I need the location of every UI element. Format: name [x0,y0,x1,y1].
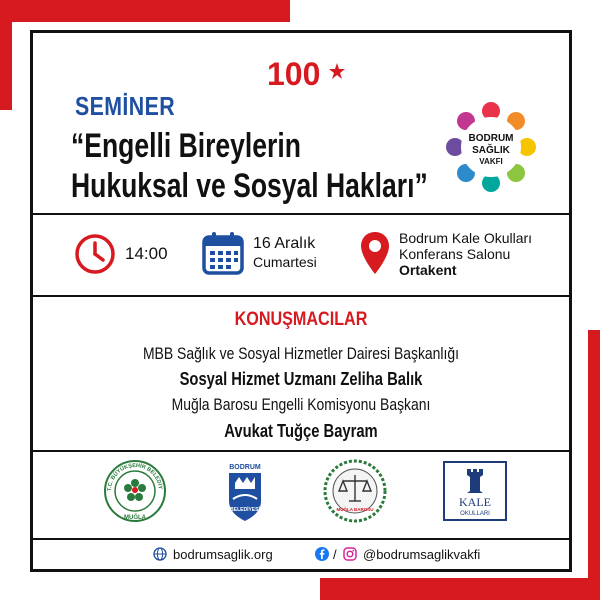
location-pin-icon [359,230,391,278]
centenary-100-logo [265,55,349,91]
kale-okullari-logo [443,461,507,521]
event-title-line2: Hukuksal ve Sosyal Hakları” [71,167,428,205]
social-separator: / [333,547,337,562]
event-date-day: 16 Aralık [253,235,316,252]
star-icon [329,63,345,79]
event-info-row [33,216,569,296]
footer [33,539,569,569]
red-band-top-left [0,0,290,22]
kale-name: KALE [459,495,491,509]
centenary-number: 100 [267,56,321,91]
date-item [201,230,317,276]
time-item [73,232,168,276]
speaker-line: Avukat Tuğçe Bayram [224,421,378,441]
divider-2 [33,295,569,297]
divider-1 [33,213,569,215]
location-line2: Konferans Salonu [399,246,511,262]
vakfi-line2: SAĞLIK [472,145,510,156]
mugla-ring-text: T.C. BÜYÜKŞEHİR BELEDİY [106,462,163,492]
website-link[interactable]: bodrumsaglik.org [173,547,273,562]
red-band-bottom-right-side [588,330,600,600]
social-handle[interactable]: @bodrumsaglikvakfi [363,547,481,562]
event-date-weekday: Cumartesi [253,254,317,270]
globe-icon [153,547,167,561]
instagram-icon[interactable] [343,547,357,561]
bodrum-top-text: BODRUM [229,464,261,471]
location-item [359,230,532,278]
bodrum-bottom-text: BELEDİYESİ [230,507,260,513]
vakfi-line1: BODRUM [468,133,514,144]
event-location [399,230,532,278]
vakfi-line3: VAKFI [479,157,503,166]
bodrum-saglik-vakfi-logo [445,101,537,193]
speakers-heading: KONUŞMACILAR [234,309,368,330]
event-time: 14:00 [125,244,168,263]
event-title-line1: “Engelli Bireylerin [71,127,301,165]
speaker-line: Muğla Barosu Engelli Komisyonu Başkanı [171,395,431,414]
red-band-top-left-side [0,0,12,110]
location-line1: Bodrum Kale Okulları [399,230,533,246]
event-type: SEMİNER [75,91,176,121]
baro-label: MUĞLA BAROSU [336,507,374,512]
location-line3: Ortakent [399,262,457,278]
mugla-barosu-logo [323,459,387,523]
divider-3 [33,450,569,452]
mugla-city-text: MUĞLA [124,515,146,521]
red-band-bottom-right [320,578,600,600]
bodrum-belediyesi-logo [223,461,267,525]
speaker-line: Sosyal Hizmet Uzmanı Zeliha Balık [179,369,423,389]
mugla-buyuksehir-logo [103,459,167,523]
event-date [253,235,317,271]
clock-icon [73,232,117,276]
poster-card [30,30,572,572]
kale-sub: OKULLARI [460,511,490,517]
facebook-icon[interactable] [315,547,329,561]
speaker-line: MBB Sağlık ve Sosyal Hizmetler Dairesi Başkanlığı [142,344,460,363]
calendar-icon [201,230,245,276]
